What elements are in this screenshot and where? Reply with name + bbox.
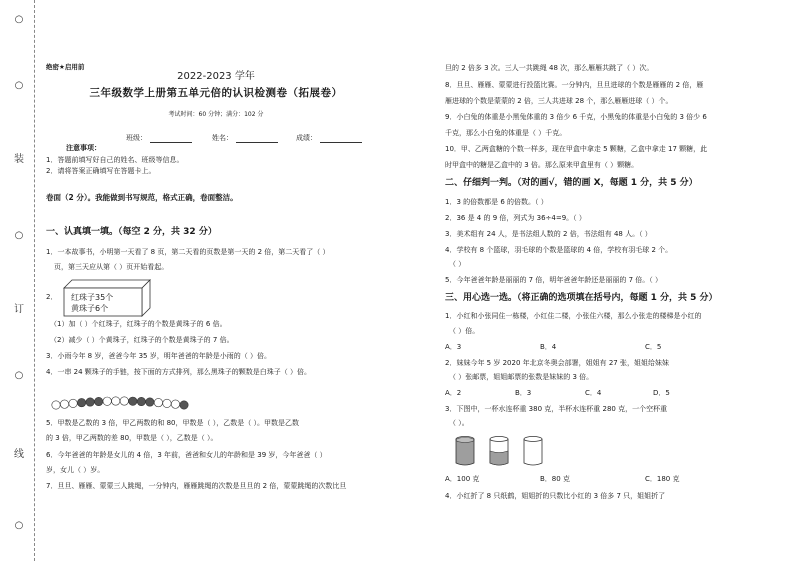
section2-heading: 二、仔细判一判。（对的画√，错的画 X，每题 1 分，共 5 分） xyxy=(445,178,698,188)
choice-3-line2: （ ）。 xyxy=(449,419,469,427)
choice-2-line1: 2．妹妹今年 5 岁 2020 年北京冬奥会部署，姐姐有 27 张，姐姐给妹妹 xyxy=(445,359,669,367)
full-cup-icon xyxy=(456,437,474,466)
white-bead xyxy=(103,397,111,405)
choice-1-option-c[interactable]: C．5 xyxy=(645,343,662,351)
black-bead xyxy=(77,398,85,406)
q4: 4．一串 24 颗珠子的手链，按下面的方式排列，那么黑珠子的颗数是白珠子（ ）倍。 xyxy=(46,368,312,376)
name-label: 姓名： xyxy=(212,134,233,142)
choice-3-option-c[interactable]: C．180 克 xyxy=(645,475,680,483)
black-bead xyxy=(129,397,137,405)
choice-1-option-b[interactable]: B．4 xyxy=(540,343,557,351)
class-field[interactable] xyxy=(126,133,192,143)
q8-line1: 8．旦旦、雁雁、蒙蒙进行投篮比赛。一分钟内，旦旦进球的个数是雁雁的 2 倍，雁 xyxy=(445,81,704,89)
q10-line1: 10．甲、乙两盒糖的个数一样多，现在甲盒中拿走 5 颗糖，乙盒中拿走 17 颗糖，此 xyxy=(445,145,708,153)
white-bead xyxy=(171,400,179,408)
empty-cup-icon xyxy=(524,437,542,466)
binding-circle-mark: ○ xyxy=(14,370,24,381)
white-bead xyxy=(163,399,171,407)
binding-label-xian: 线 xyxy=(14,449,24,460)
choice-2-option-b[interactable]: B．3 xyxy=(515,389,532,397)
exam-year: 2022-2023 学年 xyxy=(177,71,255,82)
q7-line1: 7．旦旦、雁雁、蒙蒙三人跳绳，一分钟内，雁雁跳绳的次数是旦旦的 2 倍，蒙蒙跳绳的次数比旦 xyxy=(46,482,347,490)
white-bead xyxy=(69,399,77,407)
white-bead xyxy=(154,398,162,406)
q1-line1: 1．一本故事书，小明第一天看了 8 页，第二天看的页数是第一天的 2 倍，第二天看了（ ） xyxy=(46,248,330,256)
choice-2-option-d[interactable]: D．5 xyxy=(653,389,670,397)
q5-line1: 5．甲数是乙数的 3 倍，甲乙两数的和 80，甲数是（ ），乙数是（ ）。甲数是乙数 xyxy=(46,419,299,427)
choice-1-line2: （ ）倍。 xyxy=(449,327,480,335)
q9-line1: 9．小白兔的体重是小黑兔体重的 3 倍少 6 千克，小黑兔的体重是小白兔的 3 倍少 6 xyxy=(445,113,707,121)
black-bead xyxy=(86,398,94,406)
section3-heading: 三、用心选一选。（将正确的选项填在括号内，每题 1 分，共 5 分） xyxy=(445,293,718,303)
q10-line2: 时甲盒中的糖是乙盒中的 3 倍。那么原来甲盒里有（ ）颗糖。 xyxy=(445,161,639,169)
q5-line2: 的 3 倍，甲乙两数的差 80，甲数是（ ），乙数是（ ）。 xyxy=(46,434,218,442)
q3: 3．小雨今年 8 岁，爸爸今年 35 岁，明年爸爸的年龄是小雨的（ ）倍。 xyxy=(46,352,271,360)
black-bead xyxy=(180,401,188,409)
choice-2-option-a[interactable]: A．2 xyxy=(445,389,462,397)
cups-figure xyxy=(451,435,561,469)
judge-3: 3．美术组有 24 人，是书法组人数的 2 倍，书法组有 48 人。（ ） xyxy=(445,230,652,238)
neatness-note: 卷面（2 分）。我能做到书写规范，格式正确，卷面整洁。 xyxy=(46,193,238,202)
box-label-yellow: 黄珠子6个 xyxy=(71,304,109,313)
exam-info: 考试时间：60 分钟；满分：102 分 xyxy=(168,111,264,118)
black-bead xyxy=(94,397,102,405)
choice-2-line2: （ ）张邮票，姐姐邮票的张数是妹妹的 3 倍。 xyxy=(449,373,594,381)
q6-line1: 6．今年爸爸的年龄是女儿的 4 倍，3 年前，爸爸和女儿的年龄和是 39 岁，今年爸爸（ ） xyxy=(46,451,327,459)
black-bead xyxy=(137,397,145,405)
q2-part1: （1）加（ ）个红珠子，红珠子的个数是黄珠子的 6 倍。 xyxy=(50,320,227,328)
black-bead xyxy=(146,398,154,406)
notice-item-2: 2．请将答案正确填写在答题卡上。 xyxy=(46,167,156,175)
choice-3-line1: 3．下图中，一杯水连杯重 380 克，半杯水连杯重 280 克，一个空杯重 xyxy=(445,405,668,413)
choice-4-line1: 4．小红折了 8 只纸鹤，姐姐折的只数比小红的 3 倍多 7 只，姐姐折了 xyxy=(445,492,666,500)
q9-line2: 千克，那么小白兔的体重是（ ）千克。 xyxy=(445,129,567,137)
binding-margin xyxy=(0,0,40,561)
section1-heading: 一、认真填一填。（每空 2 分，共 32 分） xyxy=(46,227,217,237)
judge-5: 5．今年爸爸年龄是丽丽的 7 倍，明年爸爸年龄还是丽丽的 7 倍。（ ） xyxy=(445,276,662,284)
left-column xyxy=(46,0,386,561)
binding-label-ding: 订 xyxy=(14,304,24,315)
q1-line2: 页，第三天应从第（ ）页开始看起。 xyxy=(54,263,169,271)
notice-item-1: 1．答题前填写好自己的姓名、班级等信息。 xyxy=(46,156,184,164)
name-field[interactable] xyxy=(212,133,278,143)
binding-dashed-line xyxy=(34,0,35,561)
score-field[interactable] xyxy=(296,133,362,143)
judge-4-line1: 4．学校有 8 个篮球，羽毛球的个数是篮球的 4 倍，学校有羽毛球 2 个。 xyxy=(445,246,673,254)
judge-2: 2．36 是 4 的 9 倍，列式为 36÷4=9。（ ） xyxy=(445,214,586,222)
exam-title: 三年级数学上册第五单元倍的认识检测卷（拓展卷） xyxy=(89,87,343,99)
binding-circle-mark: ○ xyxy=(14,14,24,25)
secret-mark: 绝密★启用前 xyxy=(46,63,85,71)
q8-line2: 雁进球的个数是蒙蒙的 2 倍，三人共进球 28 个，那么雁雁进球（ ）个。 xyxy=(445,97,673,105)
choice-2-option-c[interactable]: C．4 xyxy=(585,389,602,397)
bead-box-figure xyxy=(60,278,156,318)
choice-1-line1: 1．小红和小张同住一栋楼，小红住二楼，小张住六楼，那么小张走的楼梯是小红的 xyxy=(445,312,702,320)
judge-4-line2: （ ） xyxy=(449,260,466,268)
white-bead xyxy=(112,397,120,405)
q6-line2: 岁，女儿（ ）岁。 xyxy=(46,466,105,474)
binding-circle-mark: ○ xyxy=(14,230,24,241)
score-label: 成绩： xyxy=(296,134,317,142)
q2-number: 2． xyxy=(46,293,58,301)
class-label: 班级： xyxy=(126,134,147,142)
q2-part2: （2）减少（ ）个黄珠子，红珠子的个数是黄珠子的 7 倍。 xyxy=(50,336,234,344)
binding-circle-mark: ○ xyxy=(14,520,24,531)
choice-1-option-a[interactable]: A．3 xyxy=(445,343,462,351)
notice-heading: 注意事项： xyxy=(66,144,101,152)
judge-1: 1．3 的倍数都是 6 的倍数。（ ） xyxy=(445,198,548,206)
q7-line2: 旦的 2 倍多 3 次。三人一共跳绳 48 次，那么雁雁共跳了（ ）次。 xyxy=(445,64,654,72)
choice-3-option-b[interactable]: B．80 克 xyxy=(540,475,570,483)
white-bead xyxy=(60,400,68,408)
right-column xyxy=(445,0,780,561)
box-label-red: 红珠子35个 xyxy=(71,293,114,302)
binding-label-zhuang: 装 xyxy=(14,154,24,165)
binding-circle-mark: ○ xyxy=(14,80,24,91)
bead-bracelet-figure xyxy=(50,393,190,413)
choice-3-option-a[interactable]: A．100 克 xyxy=(445,475,480,483)
white-bead xyxy=(120,397,128,405)
white-bead xyxy=(52,401,60,409)
half-cup-icon xyxy=(490,437,508,466)
